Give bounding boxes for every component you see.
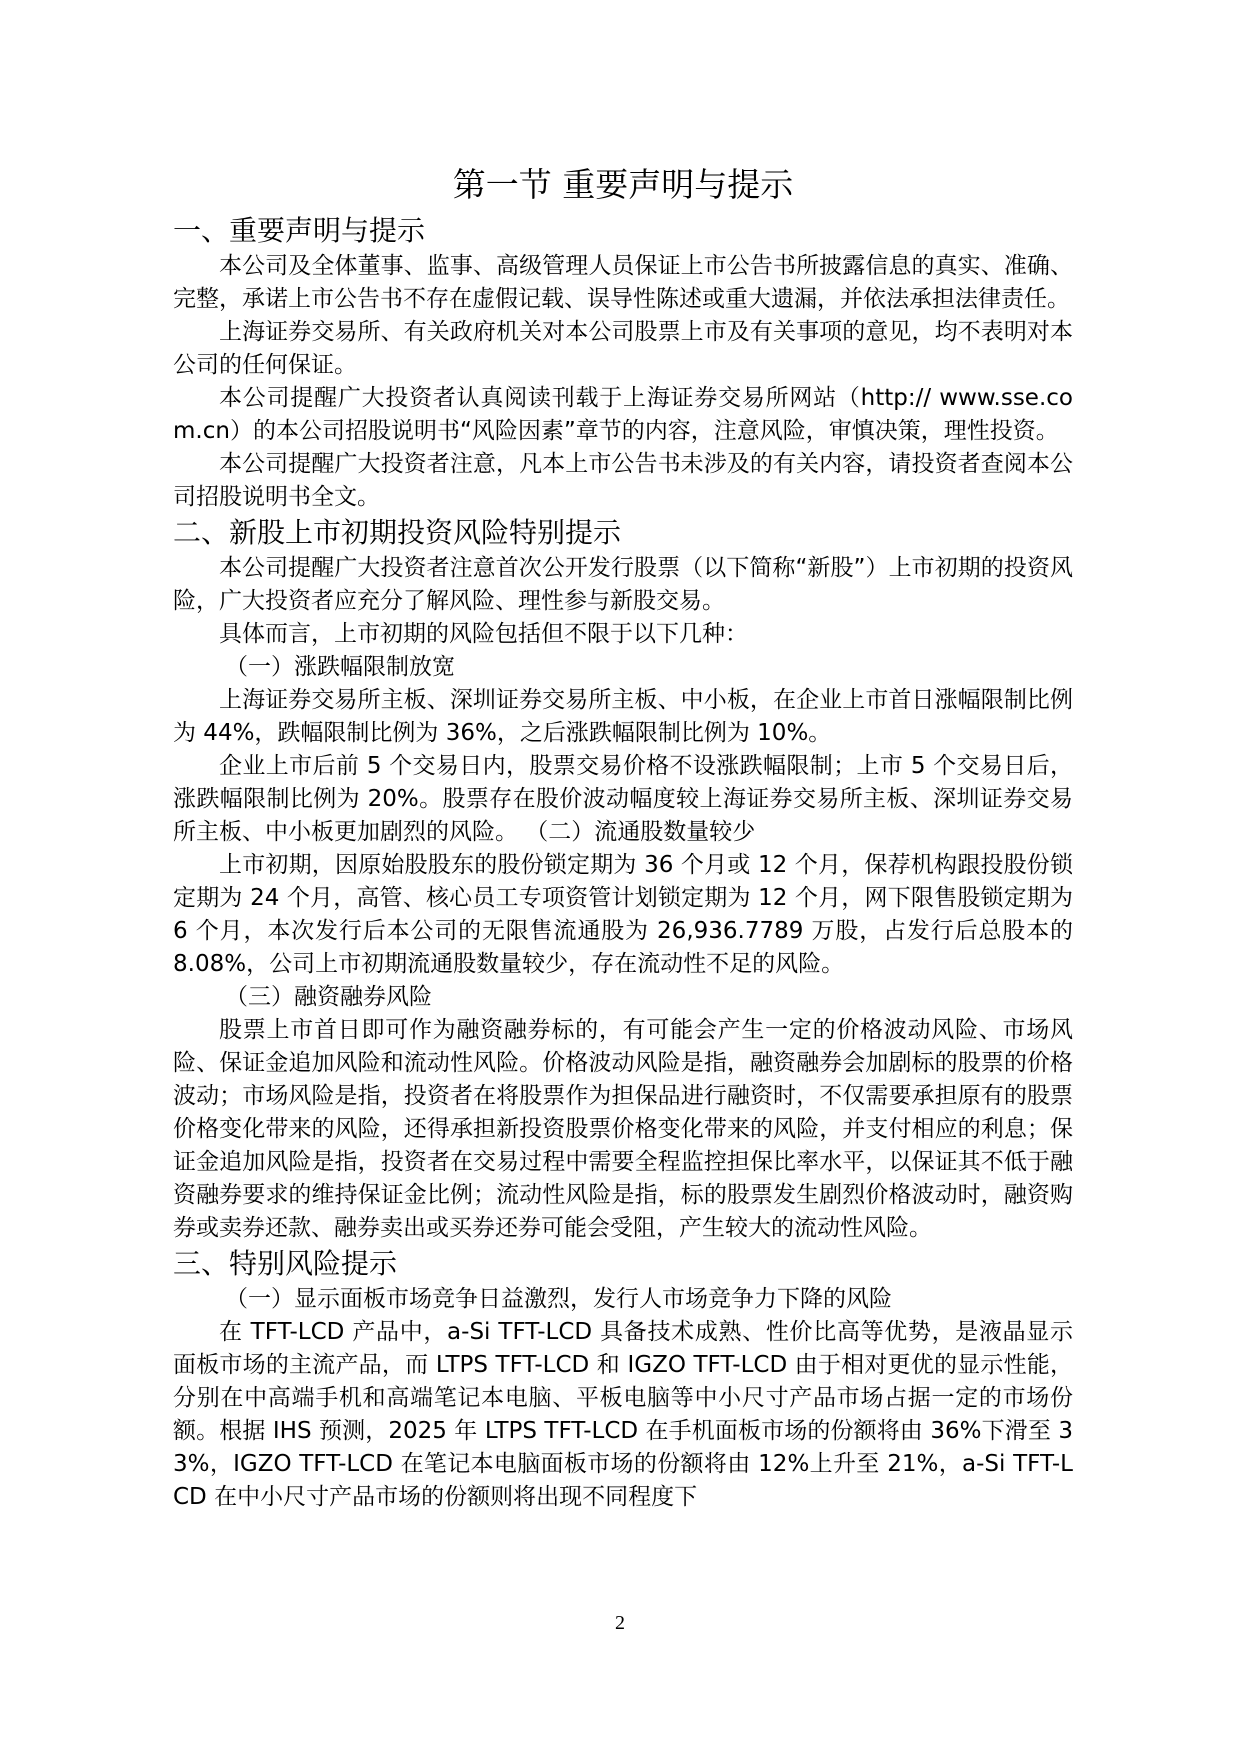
paragraph: 上海证券交易所、有关政府机关对本公司股票上市及有关事项的意见，均不表明对本公司的任何保证。 xyxy=(173,319,1073,378)
paragraph: 本公司提醒广大投资者认真阅读刊载于上海证券交易所网站（http:// www.sse.com.cn）的本公司招股说明书“风险因素”章节的内容，注意风险，审慎决策，理性投资。 xyxy=(173,385,1073,444)
paragraph: 在 TFT-LCD 产品中，a-Si TFT-LCD 具备技术成熟、性价比高等优势，是液晶显示面板市场的主流产品，而 LTPS TFT-LCD 和 IGZO TFT-LCD 由于相对更优的显示性能，分别在中高端手机和高端笔记本电脑、平板电脑等中小尺寸产品市场占据一定的市场份额。根据 IHS 预测，2025 年 LTPS TFT-LCD 在手机面板市场的份额将由 36%下滑至 33%，IGZO TFT-LCD 在笔记本电脑面板市场的份额将由 12%上升至 21%，a-Si TFT-LCD 在中小尺寸产品市场的份额则将出现不同程度下 xyxy=(173,1319,1073,1510)
paragraph: 具体而言，上市初期的风险包括但不限于以下几种： xyxy=(219,621,748,647)
subheading: （一）显示面板市场竞争日益激烈，发行人市场竞争力下降的风险 xyxy=(225,1286,892,1312)
section-heading-2: 二、新股上市初期投资风险特别提示 xyxy=(173,516,622,549)
paragraph: 企业上市后前 5 个交易日内，股票交易价格不设涨跌幅限制；上市 5 个交易日后，涨跌幅限制比例为 20%。股票存在股价波动幅度较上海证券交易所主板、深圳证券交易所主板、中小板更加剧烈的风险。 （二）流通股数量较少 xyxy=(173,753,1073,845)
section-heading-1: 一、重要声明与提示 xyxy=(173,214,426,247)
document-page xyxy=(173,160,1073,1514)
section-heading-3: 三、特别风险提示 xyxy=(173,1247,398,1280)
paragraph: 股票上市首日即可作为融资融券标的，有可能会产生一定的价格波动风险、市场风险、保证金追加风险和流动性风险。价格波动风险是指，融资融券会加剧标的股票的价格波动；市场风险是指，投资者在将股票作为担保品进行融资时，不仅需要承担原有的股票价格变化带来的风险，还得承担新投资股票价格变化带来的风险，并支付相应的利息；保证金追加风险是指，投资者在交易过程中需要全程监控担保比率水平，以保证其不低于融资融券要求的维持保证金比例；流动性风险是指，标的股票发生剧烈价格波动时，融资购券或卖券还款、融券卖出或买券还券可能会受阻，产生较大的流动性风险。 xyxy=(173,1017,1073,1241)
subheading: （一）涨跌幅限制放宽 xyxy=(225,654,455,680)
paragraph: 本公司提醒广大投资者注意，凡本上市公告书未涉及的有关内容，请投资者查阅本公司招股说明书全文。 xyxy=(173,451,1073,510)
page-title: 第一节 重要声明与提示 xyxy=(452,165,794,204)
paragraph: 上市初期，因原始股股东的股份锁定期为 36 个月或 12 个月，保荐机构跟投股份锁定期为 24 个月，高管、核心员工专项资管计划锁定期为 12 个月，网下限售股锁定期为 6 个月，本次发行后本公司的无限售流通股为 26,936.7789 万股，占发行后总股本的 8.08%，公司上市初期流通股数量较少，存在流动性不足的风险。 xyxy=(173,852,1073,977)
paragraph: 本公司及全体董事、监事、高级管理人员保证上市公告书所披露信息的真实、准确、完整，承诺上市公告书不存在虚假记载、误导性陈述或重大遗漏，并依法承担法律责任。 xyxy=(173,253,1073,312)
paragraph: 上海证券交易所主板、深圳证券交易所主板、中小板，在企业上市首日涨幅限制比例为 44%，跌幅限制比例为 36%，之后涨跌幅限制比例为 10%。 xyxy=(173,687,1073,746)
page-number: 2 xyxy=(615,1612,625,1634)
paragraph: 本公司提醒广大投资者注意首次公开发行股票（以下简称“新股”）上市初期的投资风险，广大投资者应充分了解风险、理性参与新股交易。 xyxy=(173,555,1073,614)
subheading: （三）融资融券风险 xyxy=(225,984,432,1010)
